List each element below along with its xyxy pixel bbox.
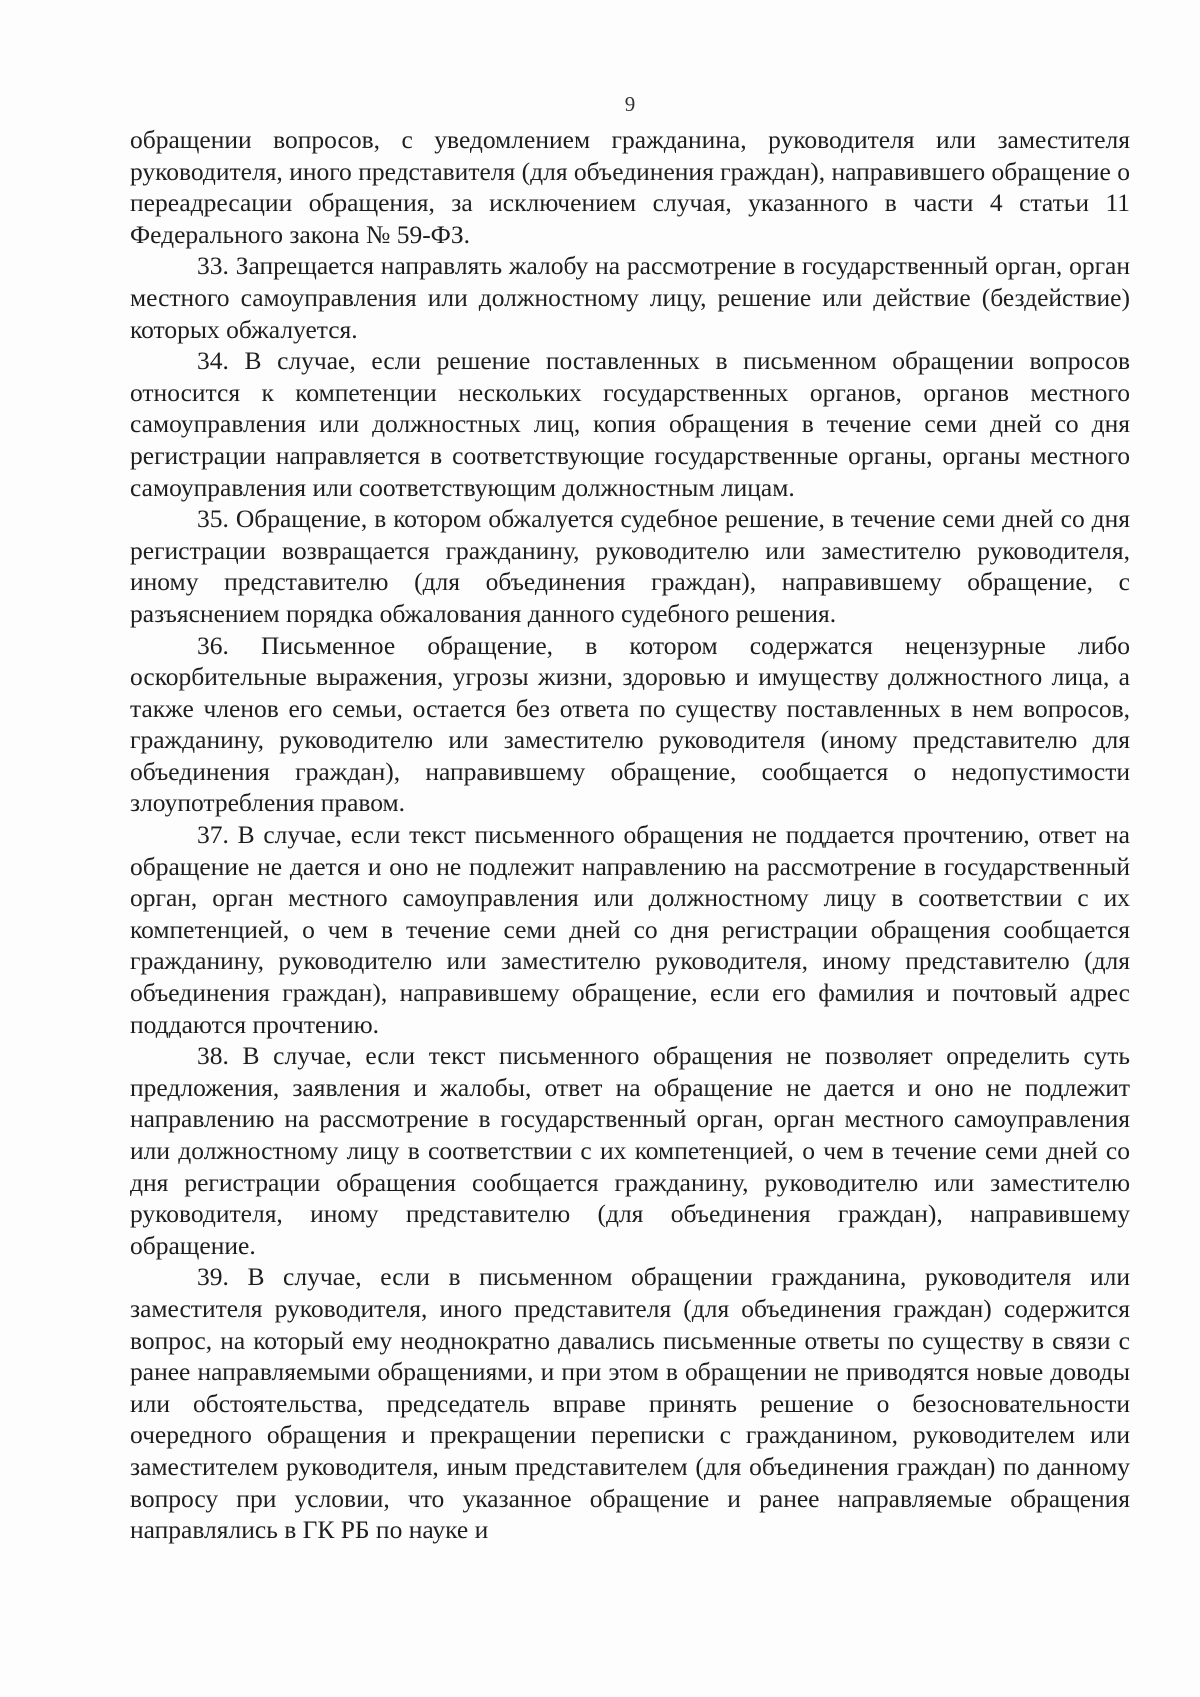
paragraph-number: 35. — [197, 504, 229, 534]
paragraph-text: обращении вопросов, с уведомлением гражданина, руководителя или заместителя руководителя, иного представителя (для объединения граждан), направившего обращение о переадресации обращения, за исключением случая, указанного в части 4 статьи 11 Федерального закона № 59-ФЗ. — [130, 125, 1130, 249]
page-number: 9 — [624, 92, 636, 116]
paragraph-number: 37. — [197, 820, 229, 850]
paragraph-37 — [130, 819, 1130, 1040]
paragraph-number: 36. — [197, 630, 229, 660]
paragraph-36 — [130, 630, 1130, 820]
paragraph-text: В случае, если в письменном обращении гражданина, руководителя или заместителя руководителя, иного представителя (для объединения граждан) содержится вопрос, на который ему неоднократно давались письменные ответы по существу в связи с ранее направляемыми обращениями, и при этом в обращении не приводятся новые доводы или обстоятельства, председатель вправе принять решение о безосновательности очередного обращения и прекращении переписки с гражданином, руководителем или заместителем руководителя, иным представителем (для объединения граждан) по данному вопросу при условии, что указанное обращение и ранее направляемые обращения направлялись в ГК РБ по науке и — [130, 1262, 1130, 1545]
paragraph-text: В случае, если текст письменного обращения не поддается прочтению, ответ на обращение не дается и оно не подлежит направлению на рассмотрение в государственный орган, орган местного самоуправления или должностному лицу в соответствии с их компетенцией, о чем в течение семи дней со дня регистрации обращения сообщается гражданину, руководителю или заместителю руководителя, иному представителю (для объединения граждан), направившему обращение, если его фамилия и почтовый адрес поддаются прочтению. — [130, 820, 1130, 1039]
paragraph-text: В случае, если решение поставленных в письменном обращении вопросов относится к компетенции нескольких государственных органов, органов местного самоуправления или должностных лиц, копия обращения в течение семи дней со дня регистрации направляется в соответствующие государственные органы, органы местного самоуправления или соответствующим должностным лицам. — [130, 346, 1130, 502]
paragraph-38 — [130, 1040, 1130, 1261]
paragraph-text: Запрещается направлять жалобу на рассмотрение в государственный орган, орган местного самоуправления или должностному лицу, решение или действие (бездействие) которых обжалуется. — [130, 251, 1131, 344]
paragraph-text: В случае, если текст письменного обращения не позволяет определить суть предложения, заявления и жалобы, ответ на обращение не дается и оно не подлежит направлению на рассмотрение в государственный орган, орган местного самоуправления или должностному лицу в соответствии с их компетенцией, о чем в течение семи дней со дня регистрации обращения сообщается гражданину, руководителю или заместителю руководителя, иному представителю (для объединения граждан), направившему обращение. — [130, 1041, 1130, 1260]
paragraph-33 — [130, 250, 1130, 345]
paragraph-number: 39. — [197, 1262, 229, 1292]
paragraph-35 — [130, 503, 1130, 629]
paragraph-text: Обращение, в котором обжалуется судебное решение, в течение семи дней со дня регистрации возвращается гражданину, руководителю или заместителю руководителя, иному представителю (для объединения граждан), направившему обращение, с разъяснением порядка обжалования данного судебного решения. — [130, 504, 1131, 628]
document-body — [130, 124, 1130, 1546]
paragraph-continuation — [130, 124, 1130, 250]
paragraph-text: Письменное обращение, в котором содержатся нецензурные либо оскорбительные выражения, угрозы жизни, здоровью и имуществу должностного лица, а также членов его семьи, остается без ответа по существу поставленных в нем вопросов, гражданину, руководителю или заместителю руководителя (иному представителю для объединения граждан), направившему обращение, сообщается о недопустимости злоупотребления правом. — [130, 630, 1131, 818]
paragraph-number: 34. — [197, 346, 229, 376]
paragraph-34 — [130, 345, 1130, 503]
paragraph-39 — [130, 1261, 1130, 1545]
paragraph-number: 33. — [197, 251, 229, 281]
paragraph-number: 38. — [197, 1041, 229, 1071]
